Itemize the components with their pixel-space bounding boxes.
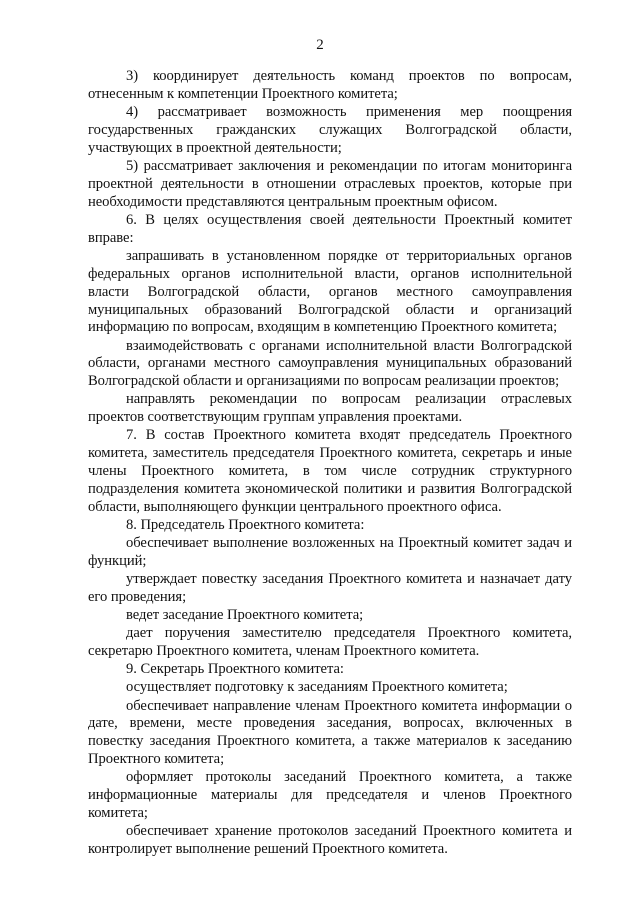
paragraph-secretary-duty-4: обеспечивает хранение протоколов заседаний Проектного комитета и контролирует выполнение решений Проектного комитета. <box>88 823 572 858</box>
paragraph-interact: взаимодействовать с органами исполнительной власти Волгоградской области, органами местного самоуправления муниципальных образований Волгоградской области и организациями по вопросам реализации проектов; <box>88 337 572 390</box>
paragraph-secretary-duty-1: осуществляет подготовку к заседаниям Проектного комитета; <box>126 679 508 696</box>
paragraph-section-9: 9. Секретарь Проектного комитета: <box>126 661 344 678</box>
paragraph-section-8: 8. Председатель Проектного комитета: <box>126 517 365 534</box>
paragraph-section-6: 6. В целях осуществления своей деятельности Проектный комитет вправе: <box>88 211 572 246</box>
paragraph-item-4: 4) рассматривает возможность применения мер поощрения государственных гражданских служащих Волгоградской области, участвующих в проектной деятельности; <box>88 104 572 156</box>
paragraph-item-5: 5) рассматривает заключения и рекомендации по итогам мониторинга проектной деятельности в отношении отраслевых проектов, которые при необходимости представляются центральным проектным офисом. <box>88 157 572 210</box>
paragraph-chair-duty-2: утверждает повестку заседания Проектного комитета и назначает дату его проведения; <box>88 571 572 606</box>
paragraph-secretary-duty-2: обеспечивает направление членам Проектного комитета информации о дате, времени, месте проведения заседания, вопросах, включенных в повестку заседания Проектного комитета, а также материалов к заседанию Проектного комитета; <box>88 697 572 768</box>
paragraph-request-info: запрашивать в установленном порядке от территориальных органов федеральных органов исполнительной власти, органов исполнительной власти Волгоградской области, органов местного самоуправления муниципальных образований Волгоградской области и организаций информацию по вопросам, входящим в компетенцию Проектного комитета; <box>88 247 572 336</box>
document-body <box>88 68 572 859</box>
paragraph-item-3: 3) координирует деятельность команд проектов по вопросам, отнесенным к компетенции Проектного комитета; <box>88 68 572 102</box>
paragraph-chair-duty-3: ведет заседание Проектного комитета; <box>126 607 364 624</box>
paragraph-recommendations: направлять рекомендации по вопросам реализации отраслевых проектов соответствующим группам управления проектами. <box>88 391 572 426</box>
paragraph-section-7: 7. В состав Проектного комитета входят председатель Проектного комитета, заместитель председателя Проектного комитета, секретарь и иные члены Проектного комитета, в том числе сотрудник структурного подразделения комитета экономической политики и развития Волгоградской области, выполняющего функции центрального проектного офиса. <box>88 427 572 516</box>
paragraph-chair-duty-4: дает поручения заместителю председателя Проектного комитета, секретарю Проектного комитета, членам Проектного комитета. <box>88 625 572 660</box>
paragraph-chair-duty-1: обеспечивает выполнение возложенных на Проектный комитет задач и функций; <box>88 535 572 570</box>
page-number: 2 <box>316 37 324 53</box>
paragraph-secretary-duty-3: оформляет протоколы заседаний Проектного комитета, а также информационные материалы для председателя и членов Проектного комитета; <box>88 769 572 822</box>
